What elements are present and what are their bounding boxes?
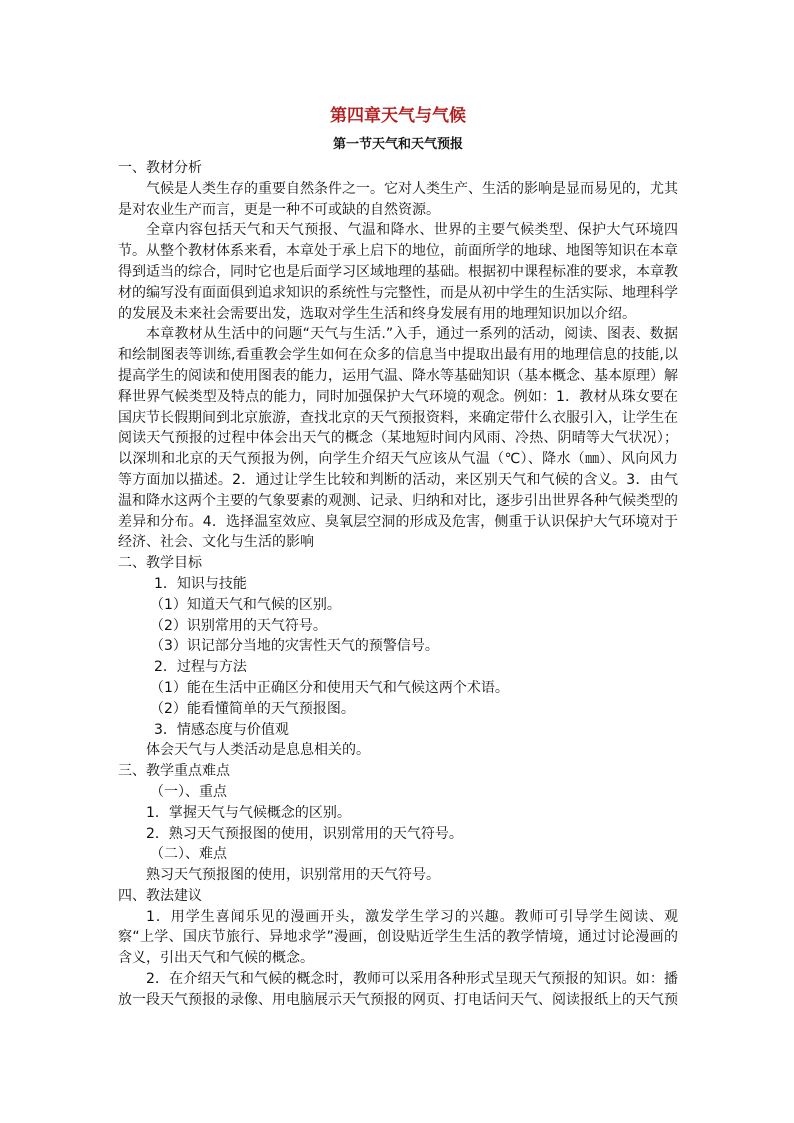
key-item: 2．熟习天气预报图的使用，识别常用的天气符号。 [146,825,463,842]
document-page [118,104,678,1011]
section-title: 第一节天气和天气预报 [332,137,463,152]
chapter-title: 第四章天气与气候 [330,106,466,126]
paragraph: 气候是人类生存的重要自然条件之一。它对人类生产、生活的影响是显而易见的，尤其是对农业生产而言，更是一种不可或缺的自然资源。 [118,180,678,218]
goal-item: 体会天气与人类活动是息息相关的。 [146,742,370,759]
paragraph: 2．在介绍天气和气候的概念时，教师可以采用各种形式呈现天气预报的知识。如：播放一段天气预报的录像、用电脑展示天气预报的网页、打电话问天气、阅读报纸上的天气预 [118,971,678,1008]
goal-item: （1）知道天气和气候的区别。 [150,596,341,613]
heading-teaching-goals: 二、教学目标 [118,555,202,572]
subheading-key: （一）、重点 [150,783,227,800]
goal-item: （2）能看懂简单的天气预报图。 [150,700,355,717]
goal-heading: 2．过程与方法 [154,659,247,676]
key-item: 1．掌握天气与气候概念的区别。 [146,804,351,821]
goal-item: （2）识别常用的天气符号。 [150,617,327,634]
paragraph: 全章内容包括天气和天气预报、气温和降水、世界的主要气候类型、保护大气环境四节。从整个教材体系来看，本章处于承上启下的地位，前面所学的地球、地图等知识在本章得到适当的综合，同时它也是后面学习区域地理的基础。根据初中课程标准的要求，本章教材的编写没有面面俱到追求知识的系统性与完整性，而是从初中学生的生活实际、地理科学的发展及未来社会需要出发，选取对学生生活和终身发展有用的地理知识加以介绍。 [118,222,678,322]
goal-item: （1）能在生活中正确区分和使用天气和气候这两个术语。 [150,679,509,696]
goal-heading: 3．情感态度与价值观 [154,721,289,738]
goal-item: （3）识记部分当地的灾害性天气的预警信号。 [150,638,439,655]
subheading-difficulty: （二）、难点 [150,846,227,863]
goal-heading: 1．知识与技能 [154,575,247,592]
heading-key-points: 三、教学重点难点 [118,763,230,780]
heading-method-suggestions: 四、教法建议 [118,887,202,904]
heading-textbook-analysis: 一、教材分析 [118,160,202,176]
paragraph: 本章教材从生活中的问题“天气与生活.”入手，通过一系列的活动，阅读、图表、数据和绘制图表等训练,看重教会学生如何在众多的信息当中提取出最有用的地理信息的技能,以提高学生的阅读和使用图表的能力，运用气温、降水等基础知识（基本概念、基本原理）解释世界气候类型及特点的能力，同时加强保护大气环境的观念。例如：1．教材从珠女要在国庆节长假期间到北京旅游，查找北京的天气预报资料，来确定带什么衣服引入，让学生在阅读天气预报的过程中体会出天气的概念（某地短时间内风雨、冷热、阴晴等大气状况）；以深圳和北京的天气预报为例，向学生介绍天气应该从气温（℃）、降水（㎜）、风向风力等方面加以描述。2．通过让学生比较和判断的活动，来区别天气和气候的含义。3．由气温和降水这两个主要的气象要素的观测、记录、归纳和对比，逐步引出世界各种气候类型的差异和分布。4．选择温室效应、臭氧层空洞的形成及危害，侧重于认识保护大气环境对于经济、社会、文化与生活的影响 [118,326,678,551]
difficulty-item: 熟习天气预报图的使用，识别常用的天气符号。 [146,867,440,884]
paragraph: 1．用学生喜闻乐见的漫画开头，激发学生学习的兴趣。教师可引导学生阅读、观察“上学、国庆节旅行、异地求学”漫画，创设贴近学生生活的教学情境，通过讨论漫画的含义，引出天气和气候的概念。 [118,908,678,967]
